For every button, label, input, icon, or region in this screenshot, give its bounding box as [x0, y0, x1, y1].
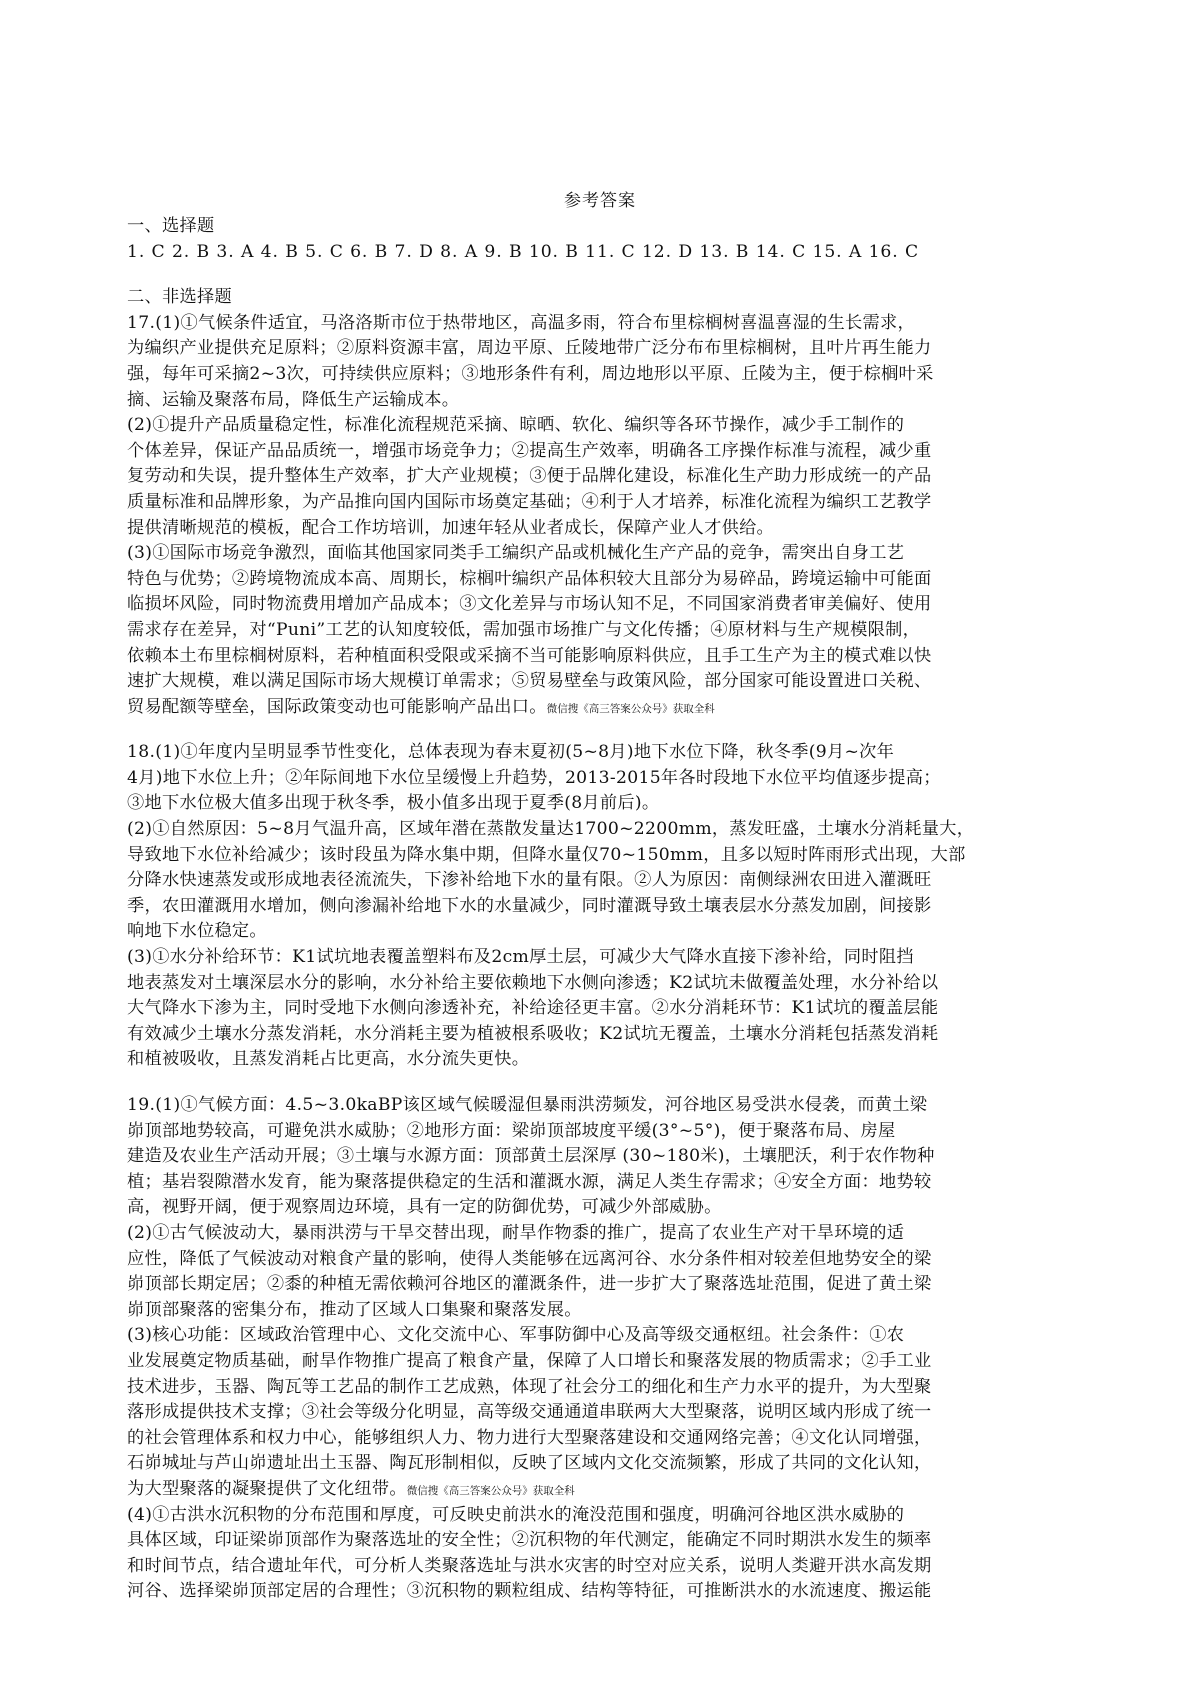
spacer: [127, 1073, 1073, 1093]
question-19-answer: [127, 1093, 1073, 1605]
answer-text: 贸易配额等壁垒，国际政策变动也可能影响产品出口。: [127, 696, 547, 717]
section-heading-nonchoice: 二、非选择题: [127, 287, 232, 308]
spacer: [127, 720, 1073, 740]
answer-line: [127, 1477, 1073, 1503]
answer-line: (2)①古气候波动大，暴雨洪涝与干旱交替出现，耐旱作物黍的推广，提高了农业生产对干旱环境的适: [127, 1222, 905, 1243]
answer-line: 具体区域，印证梁峁顶部作为聚落选址的安全性；②沉积物的年代测定，能确定不同时期洪水发生的频率: [127, 1530, 932, 1551]
page-title: 参考答案: [564, 191, 636, 211]
answer-line: (4)①古洪水沉积物的分布范围和厚度，可反映史前洪水的淹没范围和强度，明确河谷地区洪水威胁的: [127, 1504, 905, 1525]
answer-line: [127, 695, 1073, 721]
answer-line: (2)①提升产品质量稳定性，标准化流程规范采摘、晾晒、软化、编织等各环节操作，减少手工制作的: [127, 415, 905, 436]
section-heading-choice: 一、选择题: [127, 216, 215, 236]
answer-line: 的社会管理体系和权力中心，能够组织人力、物力进行大型聚落建设和交通网络完善；④文化认同增强，: [127, 1427, 932, 1448]
answer-content: [127, 214, 1073, 1605]
answer-line: 应性，降低了气候波动对粮食产量的影响，使得人类能够在远离河谷、水分条件相对较差但地势安全的梁: [127, 1248, 932, 1269]
answer-line: ③地下水位极大值多出现于秋冬季，极小值多出现于夏季(8月前后)。: [127, 793, 660, 814]
answer-line: 响地下水位稳定。: [127, 921, 267, 942]
answer-line: 摘、运输及聚落布局，降低生产运输成本。: [127, 389, 460, 410]
answer-line: 石峁城址与芦山峁遗址出土玉器、陶瓦形制相似，反映了区域内文化交流频繁，形成了共同的文化认知，: [127, 1453, 932, 1474]
answer-line: 4月)地下水位上升；②年际间地下水位呈缓慢上升趋势，2013-2015年各时段地下水位平均值逐步提高；: [127, 767, 941, 788]
answer-line: 需求存在差异，对“Puni”工艺的认知度较低，需加强市场推广与文化传播；④原材料与生产规模限制，: [127, 619, 921, 640]
question-17-answer: [127, 311, 1073, 721]
answer-line: 河谷、选择梁峁顶部定居的合理性；③沉积物的颗粒组成、结构等特征，可推断洪水的水流速度、搬运能: [127, 1581, 932, 1602]
answer-line: 大气降水下渗为主，同时受地下水侧向渗透补充，补给途径更丰富。②水分消耗环节：K1试坑的覆盖层能: [127, 998, 939, 1019]
spacer: [127, 265, 1073, 285]
answer-line: 和时间节点，结合遗址年代，可分析人类聚落选址与洪水灾害的时空对应关系，说明人类避开洪水高发期: [127, 1555, 932, 1576]
answer-line: (2)①自然原因：5~8月气温升高，区域年潜在蒸散发量达1700~2200mm，蒸发旺盛，土壤水分消耗量大，: [127, 819, 975, 840]
answer-line: 强，每年可采摘2~3次，可持续供应原料；③地形条件有利，周边地形以平原、丘陵为主，便于棕榈叶采: [127, 363, 934, 384]
answer-line: 落形成提供技术支撑；③社会等级分化明显，高等级交通通道串联两大大型聚落，说明区域内形成了统一: [127, 1402, 932, 1423]
answer-line: 提供清晰规范的模板，配合工作坊培训，加速年轻从业者成长，保障产业人才供给。: [127, 517, 775, 538]
wechat-note: 微信搜《高三答案公众号》获取全科: [546, 702, 715, 715]
answer-line: 高，视野开阔，便于观察周边环境，具有一定的防御优势，可减少外部威胁。: [127, 1197, 722, 1218]
choice-answers: 1. C 2. B 3. A 4. B 5. C 6. B 7. D 8. A 9. B 10. B 11. C 12. D 13. B 14. C 15. A 16. C: [127, 241, 920, 262]
answer-line: 临损坏风险，同时物流费用增加产品成本；③文化差异与市场认知不足，不同国家消费者审美偏好、使用: [127, 594, 932, 615]
answer-line: 复劳动和失误，提升整体生产效率，扩大产业规模；③便于品牌化建设，标准化生产助力形成统一的产品: [127, 466, 932, 487]
answer-line: 17.(1)①气候条件适宜，马洛洛斯市位于热带地区，高温多雨，符合布里棕榈树喜温喜湿的生长需求，: [127, 312, 915, 333]
answer-line: 建造及农业生产活动开展；③土壤与水源方面：顶部黄土层深厚 (30~180米)，土壤肥沃，利于农作物种: [127, 1146, 935, 1167]
answer-line: 19.(1)①气候方面：4.5~3.0kaBP该区域气候暖湿但暴雨洪涝频发，河谷地区易受洪水侵袭，而黄土梁: [127, 1095, 928, 1115]
answer-line: (3)①国际市场竞争激烈，面临其他国家同类手工编织产品或机械化生产产品的竞争，需突出自身工艺: [127, 543, 905, 564]
answer-line: 18.(1)①年度内呈明显季节性变化，总体表现为春末夏初(5~8月)地下水位下降，秋冬季(9月~次年: [127, 742, 895, 763]
answer-line: 特色与优势；②跨境物流成本高、周期长，棕榈叶编织产品体积较大且部分为易碎品，跨境运输中可能面: [127, 568, 932, 589]
answer-line: 季，农田灌溉用水增加，侧向渗漏补给地下水的水量减少，同时灌溉导致土壤表层水分蒸发加剧，间接影: [127, 895, 932, 916]
answer-line: 导致地下水位补给减少；该时段虽为降水集中期，但降水量仅70~150mm，且多以短时阵雨形式出现，大部: [127, 844, 966, 865]
answer-line: 个体差异，保证产品品质统一，增强市场竞争力；②提高生产效率，明确各工序操作标准与流程，减少重: [127, 440, 932, 461]
answer-line: 植；基岩裂隙潜水发育，能为聚落提供稳定的生活和灌溉水源，满足人类生存需求；④安全方面：地势较: [127, 1171, 932, 1192]
answer-line: 峁顶部地势较高，可避免洪水威胁；②地形方面：梁峁顶部坡度平缓(3°~5°)，便于聚落布局、房屋: [127, 1120, 896, 1141]
answer-line: 质量标准和品牌形象，为产品推向国内国际市场奠定基础；④利于人才培养，标准化流程为编织工艺教学: [127, 491, 932, 512]
answer-line: 速扩大规模，难以满足国际市场大规模订单需求；⑤贸易壁垒与政策风险，部分国家可能设置进口关税、: [127, 671, 932, 692]
answer-line: 和植被吸收，且蒸发消耗占比更高，水分流失更快。: [127, 1049, 530, 1070]
answer-line: 技术进步，玉器、陶瓦等工艺品的制作工艺成熟，体现了社会分工的细化和生产力水平的提升，为大型聚: [127, 1376, 932, 1397]
wechat-note: 微信搜《高三答案公众号》获取全科: [406, 1484, 575, 1497]
answer-line: 业发展奠定物质基础，耐旱作物推广提高了粮食产量，保障了人口增长和聚落发展的物质需求；②手工业: [127, 1350, 932, 1371]
answer-line: 为编织产业提供充足原料；②原料资源丰富，周边平原、丘陵地带广泛分布布里棕榈树，且叶片再生能力: [127, 338, 932, 359]
answer-line: (3)①水分补给环节：K1试坑地表覆盖塑料布及2cm厚土层，可减少大气降水直接下渗补给，同时阻挡: [127, 947, 914, 968]
answer-line: 依赖本土布里棕榈树原料，若种植面积受限或采摘不当可能影响原料供应，且手工生产为主的模式难以快: [127, 645, 932, 666]
answer-line: (3)核心功能：区域政治管理中心、文化交流中心、军事防御中心及高等级交通枢纽。社会条件：①农: [127, 1325, 905, 1346]
answer-line: 分降水快速蒸发或形成地表径流流失，下渗补给地下水的量有限。②人为原因：南侧绿洲农田进入灌溉旺: [127, 870, 932, 891]
answer-line: 峁顶部长期定居；②黍的种植无需依赖河谷地区的灌溉条件，进一步扩大了聚落选址范围，促进了黄土梁: [127, 1274, 932, 1295]
answer-line: 有效减少土壤水分蒸发消耗，水分消耗主要为植被根系吸收；K2试坑无覆盖，土壤水分消耗包括蒸发消耗: [127, 1023, 939, 1044]
answer-line: 峁顶部聚落的密集分布，推动了区域人口集聚和聚落发展。: [127, 1299, 582, 1320]
answer-text: 为大型聚落的凝聚提供了文化纽带。: [127, 1478, 407, 1499]
question-18-answer: [127, 740, 1073, 1073]
answer-line: 地表蒸发对土壤深层水分的影响，水分补给主要依赖地下水侧向渗透；K2试坑未做覆盖处理，水分补给以: [127, 972, 939, 993]
